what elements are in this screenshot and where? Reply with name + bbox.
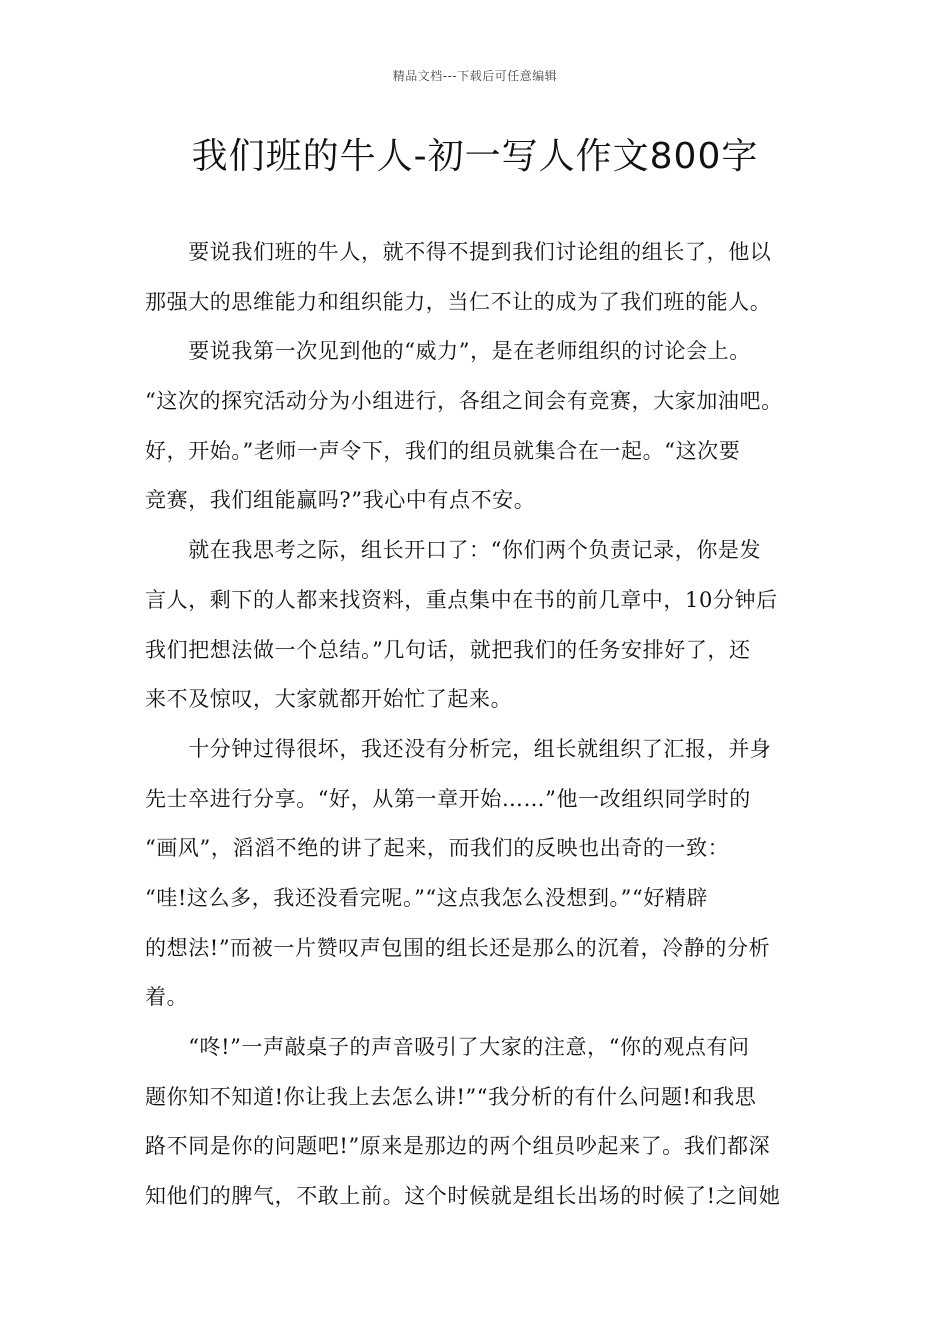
text-line: 我们把想法做一个总结。”几句话，就把我们的任务安排好了，还: [145, 637, 751, 662]
text-line: 好，开始。”老师一声令下，我们的组员就集合在一起。“这次要: [145, 438, 741, 463]
essay-body: [145, 228, 805, 1222]
text-line: 要说我们班的牛人，就不得不提到我们讨论组的组长了，他以: [145, 240, 772, 264]
text-line: 要说我第一次见到他的“威力”，是在老师组织的讨论会上。: [145, 339, 751, 364]
text-line: “画风”，滔滔不绝的讲了起来，而我们的反映也出奇的一致：: [145, 836, 730, 861]
text-line: 言人，剩下的人都来找资料，重点集中在书的前几章中，10分钟后: [145, 587, 778, 612]
text-line: 的想法!”而被一片赞叹声包围的组长还是那么的沉着，冷静的分析: [145, 935, 771, 960]
document-title: 我们班的牛人-初一写人作文800字: [191, 136, 759, 177]
header-note: 精品文档---下载后可任意编辑: [392, 69, 558, 83]
text-line: 竞赛，我们组能赢吗?”我心中有点不安。: [145, 488, 536, 513]
text-line: 就在我思考之际，组长开口了：“你们两个负责记录，你是发: [145, 538, 762, 563]
text-line: “咚!”一声敲桌子的声音吸引了大家的注意，“你的观点有问: [145, 1035, 750, 1059]
text-line: 题你知不知道!你让我上去怎么讲!”“我分析的有什么问题!和我思: [145, 1084, 757, 1109]
text-line: 先士卒进行分享。“好，从第一章开始……”他一改组织同学时的: [145, 786, 751, 811]
text-line: 知他们的脾气，不敢上前。这个时候就是组长出场的时候了!之间她: [145, 1184, 781, 1209]
text-line: 十分钟过得很坏，我还没有分析完，组长就组织了汇报，并身: [145, 736, 772, 761]
text-line: 来不及惊叹，大家就都开始忙了起来。: [145, 687, 513, 712]
text-line: 着。: [145, 985, 189, 1010]
text-line: “这次的探究活动分为小组进行，各组之间会有竞赛，大家加油吧。: [145, 389, 783, 414]
text-line: 那强大的思维能力和组织能力，当仁不让的成为了我们班的能人。: [145, 289, 772, 314]
text-line: 路不同是你的问题吧!”原来是那边的两个组员吵起来了。我们都深: [145, 1134, 771, 1159]
text-line: “哇!这么多，我还没看完呢。”“这点我怎么没想到。”“好精辟: [145, 885, 709, 910]
